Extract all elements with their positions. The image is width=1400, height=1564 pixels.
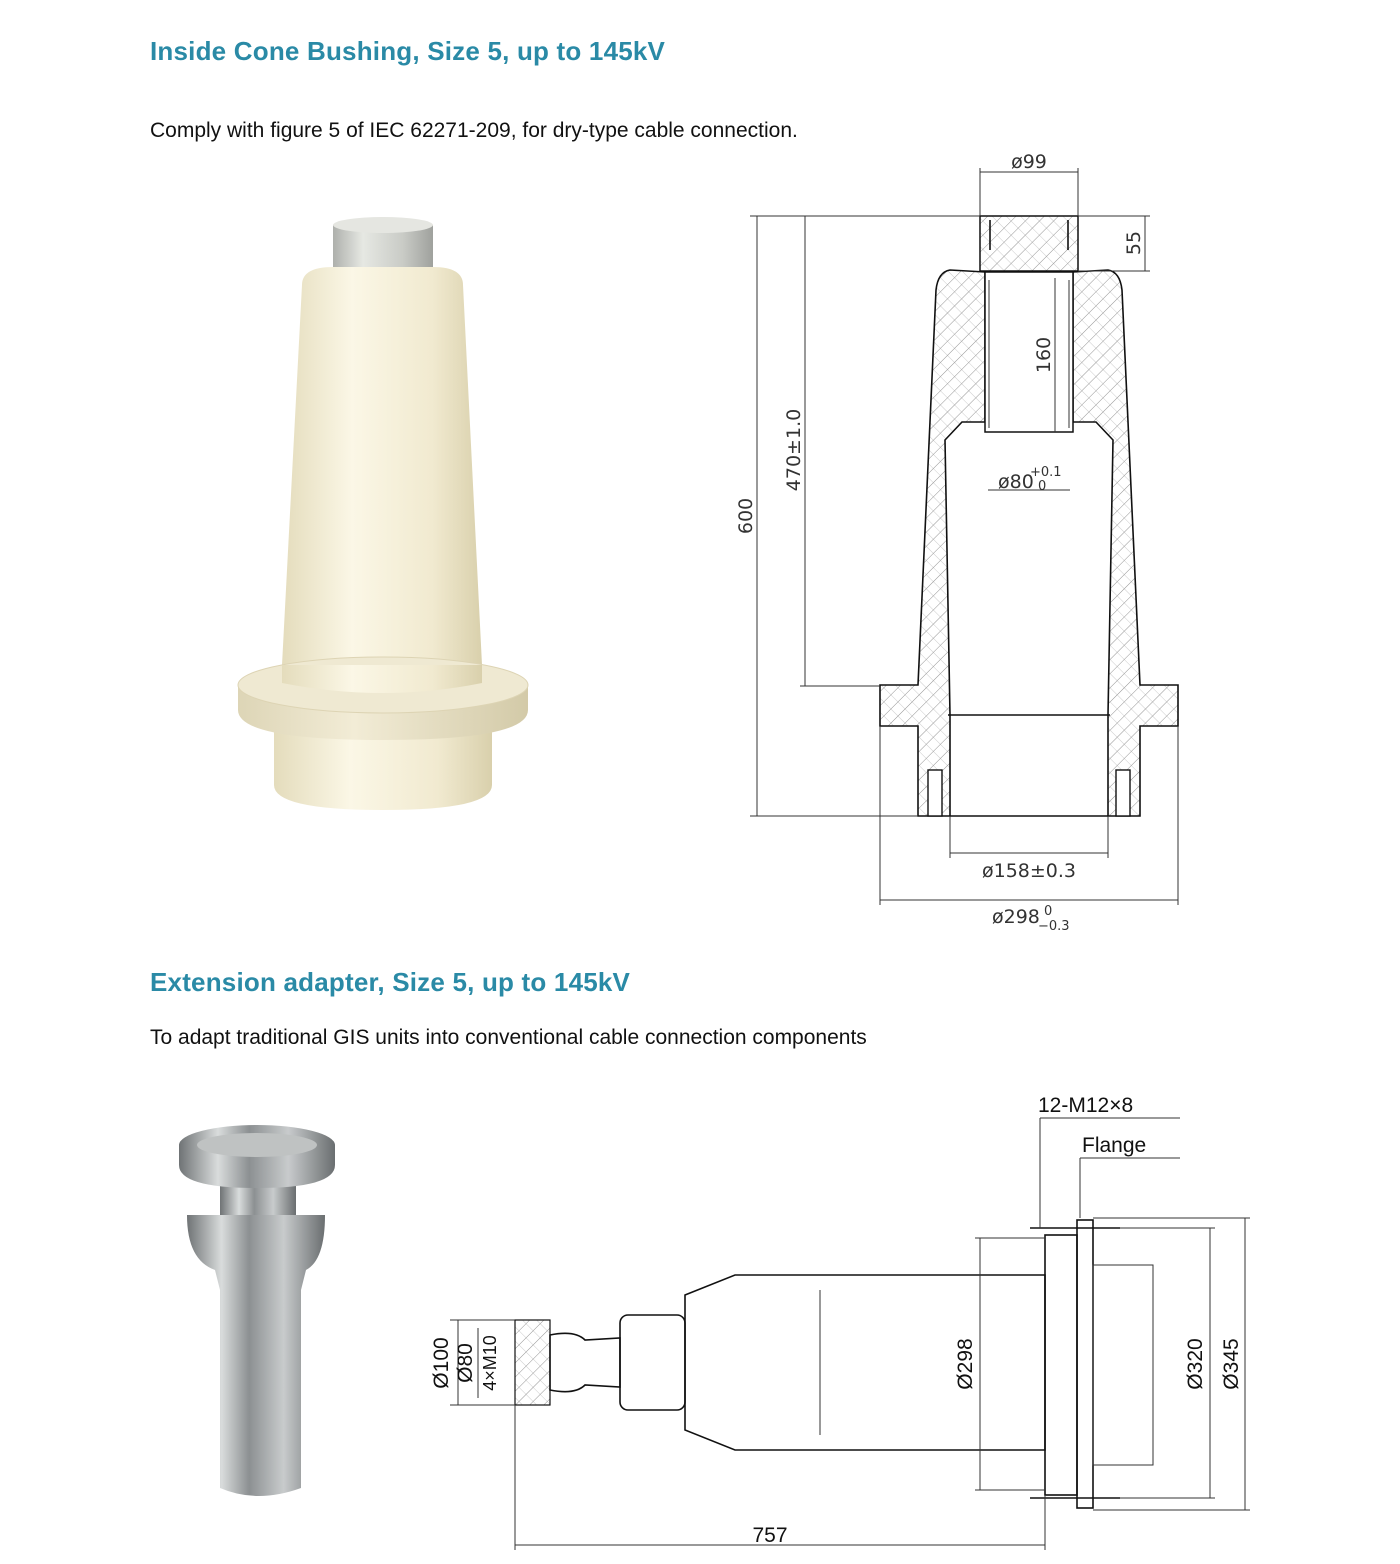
dim-d80-adapter: Ø80 bbox=[454, 1343, 477, 1383]
dim-d298-tol-lower: −0.3 bbox=[1038, 919, 1070, 934]
dim-470: 470±1.0 bbox=[783, 408, 805, 492]
dim-600: 600 bbox=[735, 497, 757, 535]
dim-d100: Ø100 bbox=[430, 1337, 453, 1389]
dim-d320: Ø320 bbox=[1184, 1338, 1207, 1390]
adapter-photo bbox=[175, 1120, 340, 1510]
dim-m10: 4×M10 bbox=[480, 1335, 500, 1391]
dim-d80-tol-upper: +0.1 bbox=[1030, 465, 1062, 480]
dim-d99: ø99 bbox=[1011, 151, 1047, 173]
dim-d80: ø80 bbox=[998, 471, 1034, 493]
dim-160: 160 bbox=[1033, 336, 1055, 374]
adapter-drawing bbox=[420, 1090, 1280, 1564]
dim-d298-adapter: Ø298 bbox=[954, 1338, 977, 1390]
section2-description: To adapt traditional GIS units into conventional cable connection components bbox=[150, 1026, 867, 1049]
dim-55: 55 bbox=[1123, 230, 1145, 256]
dim-757: 757 bbox=[752, 1524, 788, 1547]
label-thread: 12-M12×8 bbox=[1038, 1094, 1134, 1117]
section1-title: Inside Cone Bushing, Size 5, up to 145kV bbox=[150, 36, 666, 66]
dim-d298-tol-upper: 0 bbox=[1044, 904, 1053, 919]
bushing-drawing bbox=[700, 150, 1220, 950]
label-flange: Flange bbox=[1082, 1134, 1147, 1157]
bushing-photo bbox=[230, 205, 540, 825]
dim-d298: ø298 bbox=[992, 906, 1040, 928]
section1-description: Comply with figure 5 of IEC 62271-209, for dry-type cable connection. bbox=[150, 119, 798, 142]
dim-d345: Ø345 bbox=[1220, 1338, 1243, 1390]
section2-title: Extension adapter, Size 5, up to 145kV bbox=[150, 967, 631, 997]
dim-d158: ø158±0.3 bbox=[981, 860, 1077, 882]
dim-d80-tol-lower: 0 bbox=[1038, 479, 1047, 494]
